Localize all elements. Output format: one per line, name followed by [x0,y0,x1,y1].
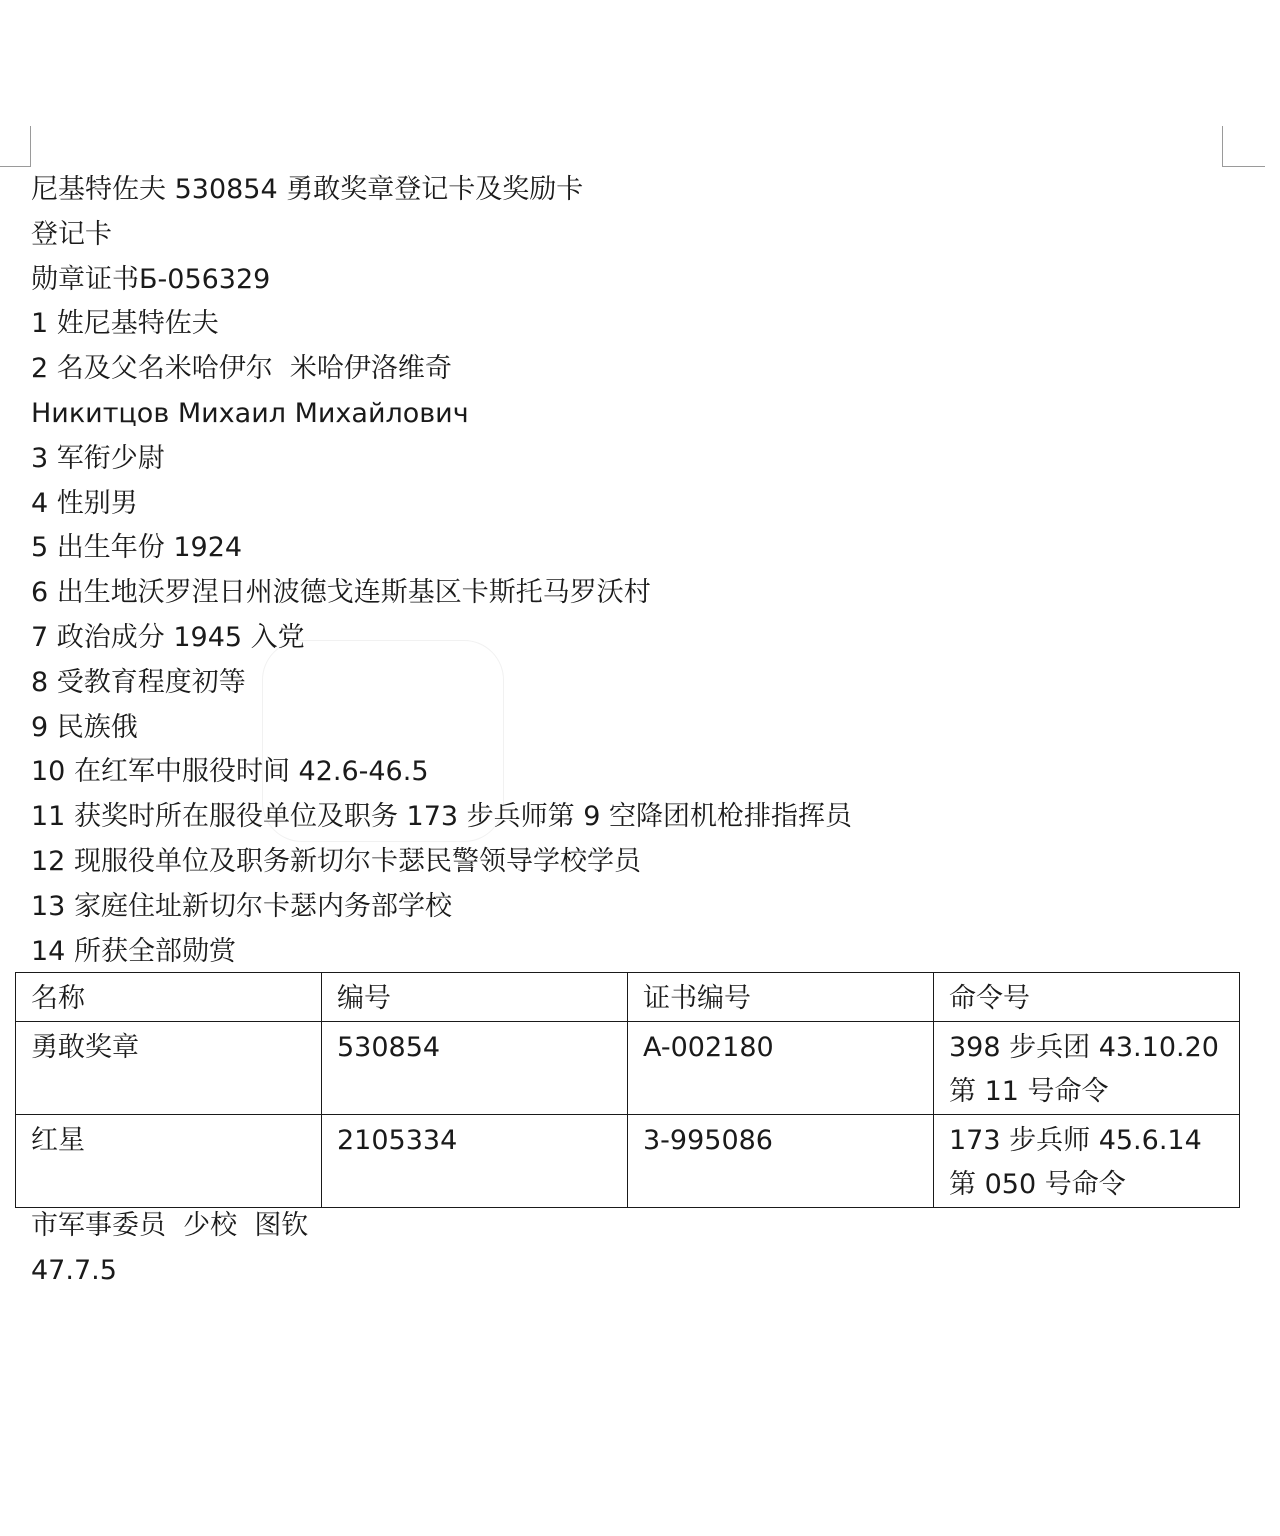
field-surname[interactable]: 1 姓尼基特佐夫 [31,308,219,340]
signature-date[interactable]: 47.7.5 [31,1254,117,1286]
table-header-row [16,973,1240,1022]
table-cell[interactable]: 红星 [16,1115,322,1208]
field-sex[interactable]: 4 性别男 [31,487,138,519]
table-cell[interactable]: 勇敢奖章 [16,1022,322,1115]
field-education[interactable]: 8 受教育程度初等 [31,666,246,698]
document-title[interactable]: 尼基特佐夫 530854 勇敢奖章登记卡及奖励卡 [31,174,584,205]
card-text [31,168,1231,974]
field-birth-year[interactable]: 5 出生年份 1924 [31,532,243,564]
table-cell[interactable]: 3-995086 [628,1115,934,1208]
field-all-awards[interactable]: 14 所获全部勋赏 [31,935,236,967]
certificate-line[interactable]: 勋章证书Б-056329 [31,263,271,295]
table-cell-order[interactable] [934,1022,1240,1115]
table-header-cell[interactable]: 命令号 [934,973,1240,1022]
field-award-unit[interactable]: 11 获奖时所在服役单位及职务 173 步兵师第 9 空降团机枪排指挥员 [31,801,852,833]
table-cell-order[interactable] [934,1115,1240,1208]
field-name-patronymic[interactable]: 2 名及父名米哈伊尔 米哈伊洛维奇 [31,353,452,385]
signatory-line[interactable]: 市军事委员 少校 图钦 [31,1210,309,1241]
table-cell[interactable]: 530854 [322,1022,628,1115]
field-nationality[interactable]: 9 民族俄 [31,711,138,743]
field-party[interactable]: 7 政治成分 1945 入党 [31,621,305,653]
field-rank[interactable]: 3 军衔少尉 [31,442,165,474]
field-service-period[interactable]: 10 在红军中服役时间 42.6-46.5 [31,756,429,788]
table-header-cell[interactable]: 编号 [322,973,628,1022]
order-line: 第 11 号命令 [949,1076,1109,1107]
field-name-russian[interactable]: Никитцов Михаил Михайлович [31,397,469,429]
field-current-unit[interactable]: 12 现服役单位及职务新切尔卡瑟民警领导学校学员 [31,845,641,877]
signature-block [31,1204,1231,1294]
margin-mark-top-left [0,126,31,167]
section-heading[interactable]: 登记卡 [31,218,112,250]
margin-mark-top-right [1222,126,1265,167]
table-row [16,1115,1240,1208]
order-line: 第 050 号命令 [949,1169,1126,1200]
order-line: 398 步兵团 43.10.20 [949,1032,1219,1063]
field-birthplace[interactable]: 6 出生地沃罗涅日州波德戈连斯基区卡斯托马罗沃村 [31,577,651,609]
table-header-cell[interactable]: 证书编号 [628,973,934,1022]
table-cell[interactable]: 2105334 [322,1115,628,1208]
table-header-cell[interactable]: 名称 [16,973,322,1022]
awards-table [15,972,1240,1208]
field-address[interactable]: 13 家庭住址新切尔卡瑟内务部学校 [31,890,452,922]
order-line: 173 步兵师 45.6.14 [949,1125,1202,1156]
table-cell[interactable]: A-002180 [628,1022,934,1115]
table-row [16,1022,1240,1115]
